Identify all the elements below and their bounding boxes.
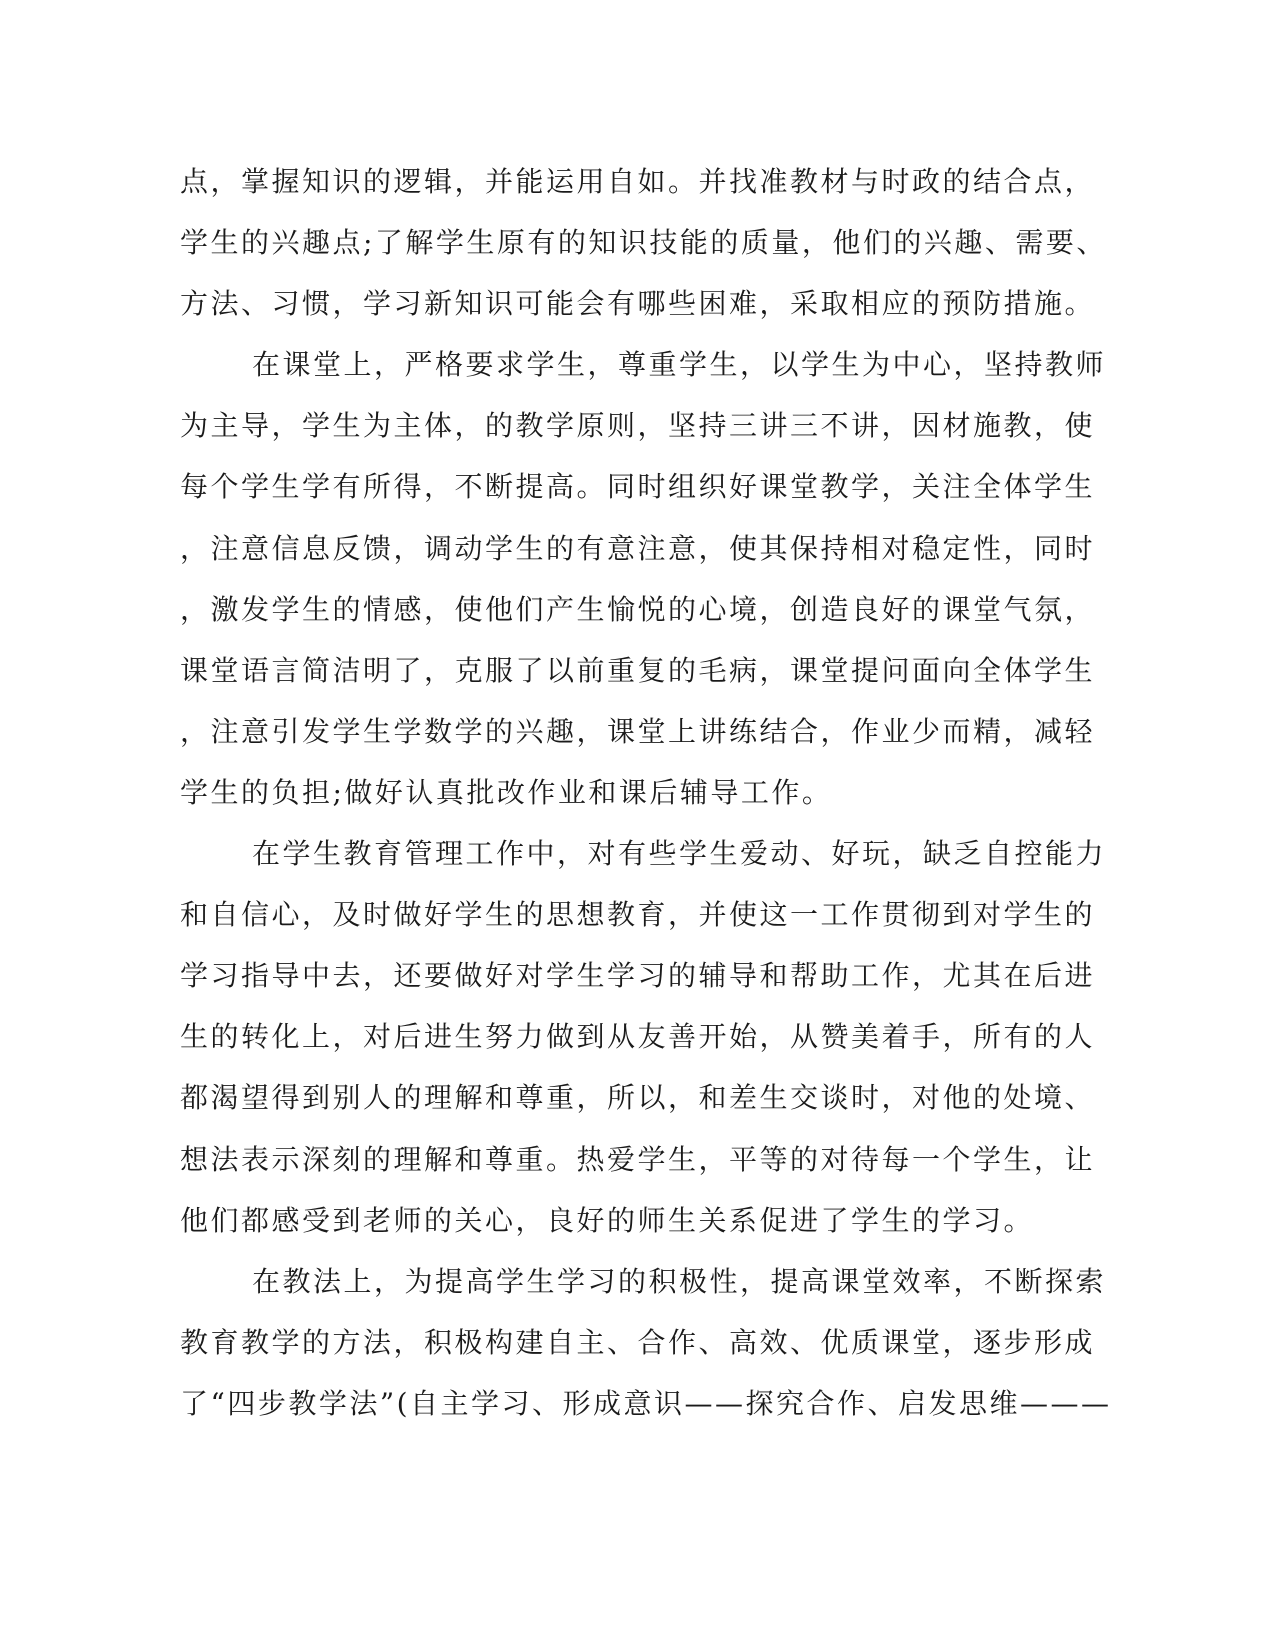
text-line: ，注意引发学生学数学的兴趣，课堂上讲练结合，作业少而精，减轻	[180, 714, 1096, 748]
text-line: 为主导，学生为主体，的教学原则，坚持三讲三不讲，因材施教，使	[180, 409, 1096, 443]
text-line: 生的转化上，对后进生努力做到从友善开始，从赞美着手，所有的人	[180, 1020, 1096, 1054]
text-line: ，注意信息反馈，调动学生的有意注意，使其保持相对稳定性，同时	[180, 531, 1096, 565]
text-line: 和自信心，及时做好学生的思想教育，并使这一工作贯彻到对学生的	[180, 898, 1096, 932]
paragraph-start-line: 在教法上，为提高学生学习的积极性，提高课堂效率，不断探索	[252, 1264, 1107, 1298]
body-text	[180, 151, 1112, 1434]
text-line: 学生的负担;做好认真批改作业和课后辅导工作。	[180, 775, 833, 809]
text-line: 教育教学的方法，积极构建自主、合作、高效、优质课堂，逐步形成	[180, 1325, 1096, 1359]
paragraph-start-line: 在课堂上，严格要求学生，尊重学生，以学生为中心，坚持教师	[252, 348, 1107, 382]
paragraph-start-line: 在学生教育管理工作中，对有些学生爱动、好玩，缺乏自控能力	[252, 837, 1107, 871]
text-line: ，激发学生的情感，使他们产生愉悦的心境，创造良好的课堂气氛，	[180, 592, 1096, 626]
text-line: 他们都感受到老师的关心，良好的师生关系促进了学生的学习。	[180, 1203, 1035, 1237]
text-line: 课堂语言简洁明了，克服了以前重复的毛病，课堂提问面向全体学生	[180, 653, 1096, 687]
text-line: 方法、习惯，学习新知识可能会有哪些困难，采取相应的预防措施。	[180, 287, 1096, 321]
text-line: 每个学生学有所得，不断提高。同时组织好课堂教学，关注全体学生	[180, 470, 1096, 504]
text-line: 了“四步教学法”(自主学习、形成意识——探究合作、启发思维———	[180, 1386, 1112, 1420]
text-line: 想法表示深刻的理解和尊重。热爱学生，平等的对待每一个学生，让	[180, 1142, 1096, 1176]
text-line: 学生的兴趣点;了解学生原有的知识技能的质量，他们的兴趣、需要、	[180, 226, 1107, 260]
text-line: 都渴望得到别人的理解和尊重，所以，和差生交谈时，对他的处境、	[180, 1081, 1096, 1115]
text-line: 点，掌握知识的逻辑，并能运用自如。并找准教材与时政的结合点，	[180, 165, 1096, 198]
text-line: 学习指导中去，还要做好对学生学习的辅导和帮助工作，尤其在后进	[180, 959, 1096, 993]
